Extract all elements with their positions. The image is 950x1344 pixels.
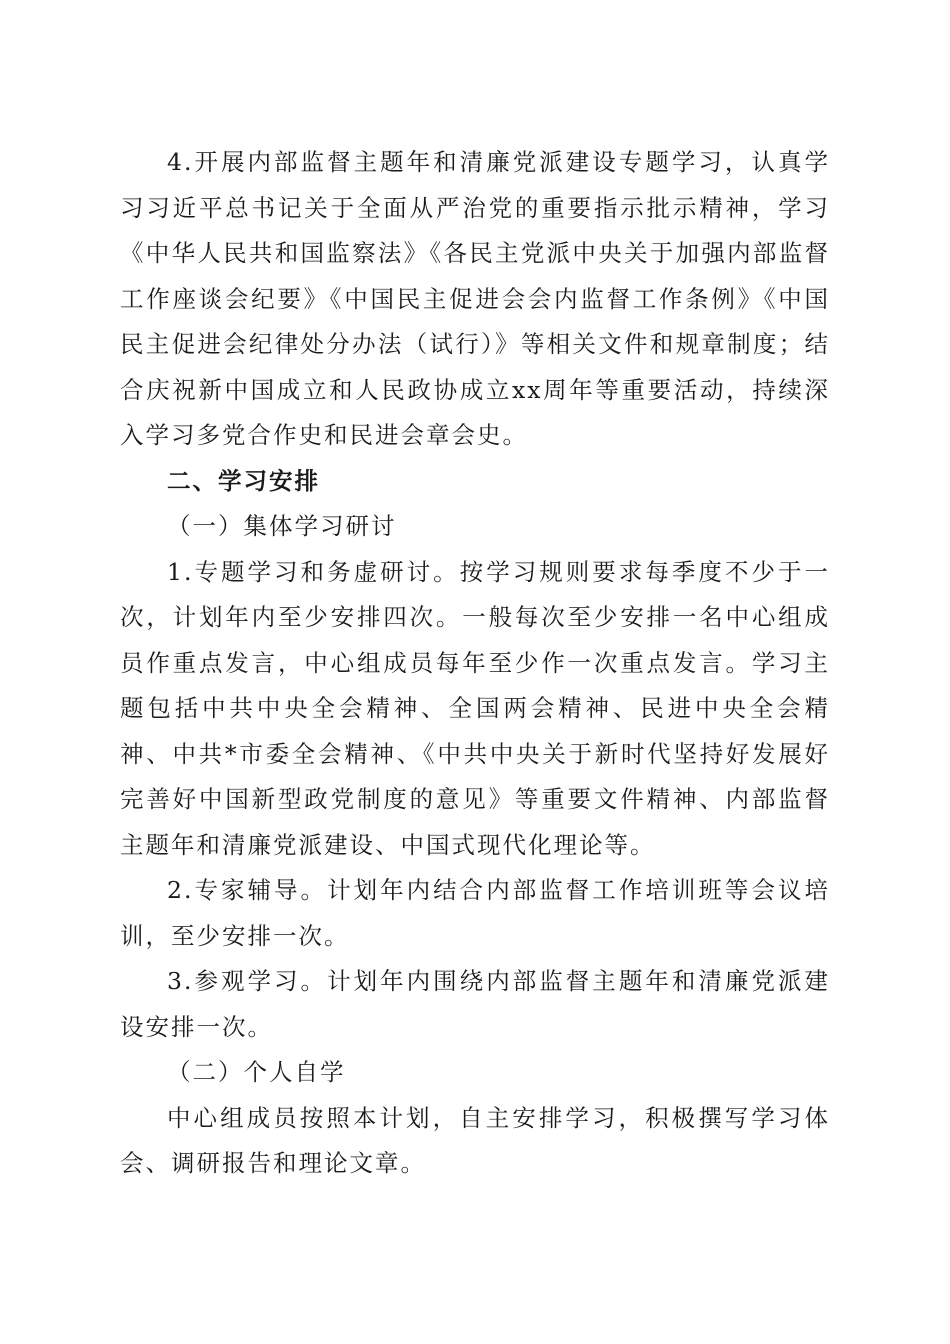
subsection-heading-collective-study: （一）集体学习研讨 [167, 512, 397, 540]
document-body [120, 140, 830, 1187]
paragraph-item-3: 3.参观学习。计划年内围绕内部监督主题年和清廉党派建设安排一次。 [120, 967, 830, 1041]
paragraph-item-4: 4.开展内部监督主题年和清廉党派建设专题学习，认真学习习近平总书记关于全面从严治党的重要指示批示精神，学习《中华人民共和国监察法》《各民主党派中央关于加强内部监督工作座谈会纪要》《中国民主促进会会内监督工作条例》《中国民主促进会纪律处分办法（试行）》等相关文件和规章制度；结合庆祝新中国成立和人民政协成立xx周年等重要活动，持续深入学习多党合作史和民进会章会史。 [120, 148, 830, 449]
paragraph-self-study: 中心组成员按照本计划，自主安排学习，积极撰写学习体会、调研报告和理论文章。 [120, 1103, 830, 1177]
section-heading-study-arrangement: 二、学习安排 [167, 466, 320, 495]
paragraph-item-1: 1.专题学习和务虚研讨。按学习规则要求每季度不少于一次，计划年内至少安排四次。一般每次至少安排一名中心组成员作重点发言，中心组成员每年至少作一次重点发言。学习主题包括中共中央全会精神、全国两会精神、民进中央全会精神、中共*市委全会精神、《中共中央关于新时代坚持好发展好完善好中国新型政党制度的意见》等重要文件精神、内部监督主题年和清廉党派建设、中国式现代化理论等。 [120, 557, 830, 859]
paragraph-item-2: 2.专家辅导。计划年内结合内部监督工作培训班等会议培训，至少安排一次。 [120, 876, 830, 950]
subsection-heading-self-study: （二）个人自学 [167, 1058, 346, 1086]
